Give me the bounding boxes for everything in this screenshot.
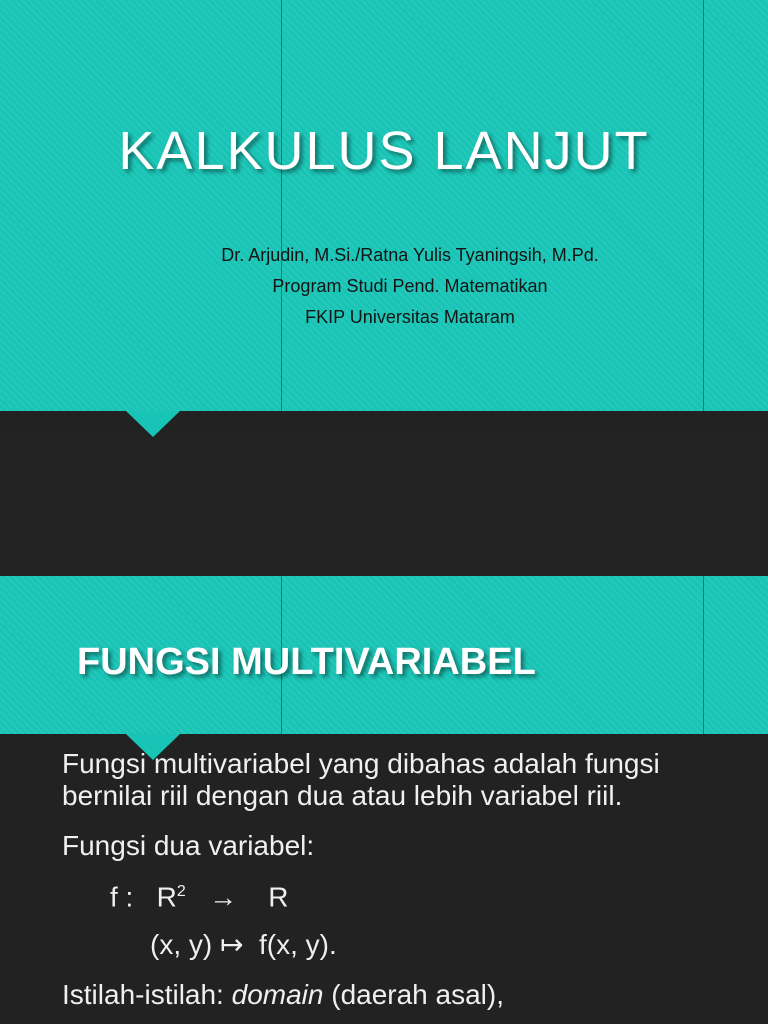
slide-subtitle <box>0 240 768 333</box>
section-heading: FUNGSI MULTIVARIABEL <box>77 641 536 683</box>
vertical-rule <box>281 0 282 411</box>
element-mapping-formula: (x, y) ↦ f(x, y). <box>150 929 337 961</box>
formula-suffix: → R <box>185 881 289 913</box>
term-domain: domain <box>231 979 324 1011</box>
terms-start: Istilah-istilah: <box>62 979 232 1011</box>
terms-paragraph <box>62 979 752 1011</box>
function-mapping-formula <box>62 876 752 913</box>
formula-prefix: f : R <box>110 881 177 913</box>
slide-1-footer-band <box>0 437 768 576</box>
two-variable-label: Fungsi dua variabel: <box>62 830 315 861</box>
vertical-rule <box>703 0 704 411</box>
slide-1-title-panel <box>0 0 768 411</box>
formula-exponent: 2 <box>176 883 186 900</box>
slide-2-header-panel <box>0 576 768 734</box>
slide-title: KALKULUS LANJUT <box>118 121 650 181</box>
institution-line: FKIP Universitas Mataram <box>305 307 515 327</box>
program-line: Program Studi Pend. Matematikan <box>272 276 548 296</box>
terms-rest: (daerah asal), <box>323 979 505 1011</box>
vertical-rule <box>703 576 704 734</box>
slide-1-pointer-notch <box>126 411 180 437</box>
slide-2-body <box>62 748 752 1011</box>
intro-paragraph: Fungsi multivariabel yang dibahas adalah fungsi bernilai riil dengan dua atau lebih variabel riil. <box>62 748 660 811</box>
author-line: Dr. Arjudin, M.Si./Ratna Yulis Tyaningsih, M.Pd. <box>221 245 599 265</box>
